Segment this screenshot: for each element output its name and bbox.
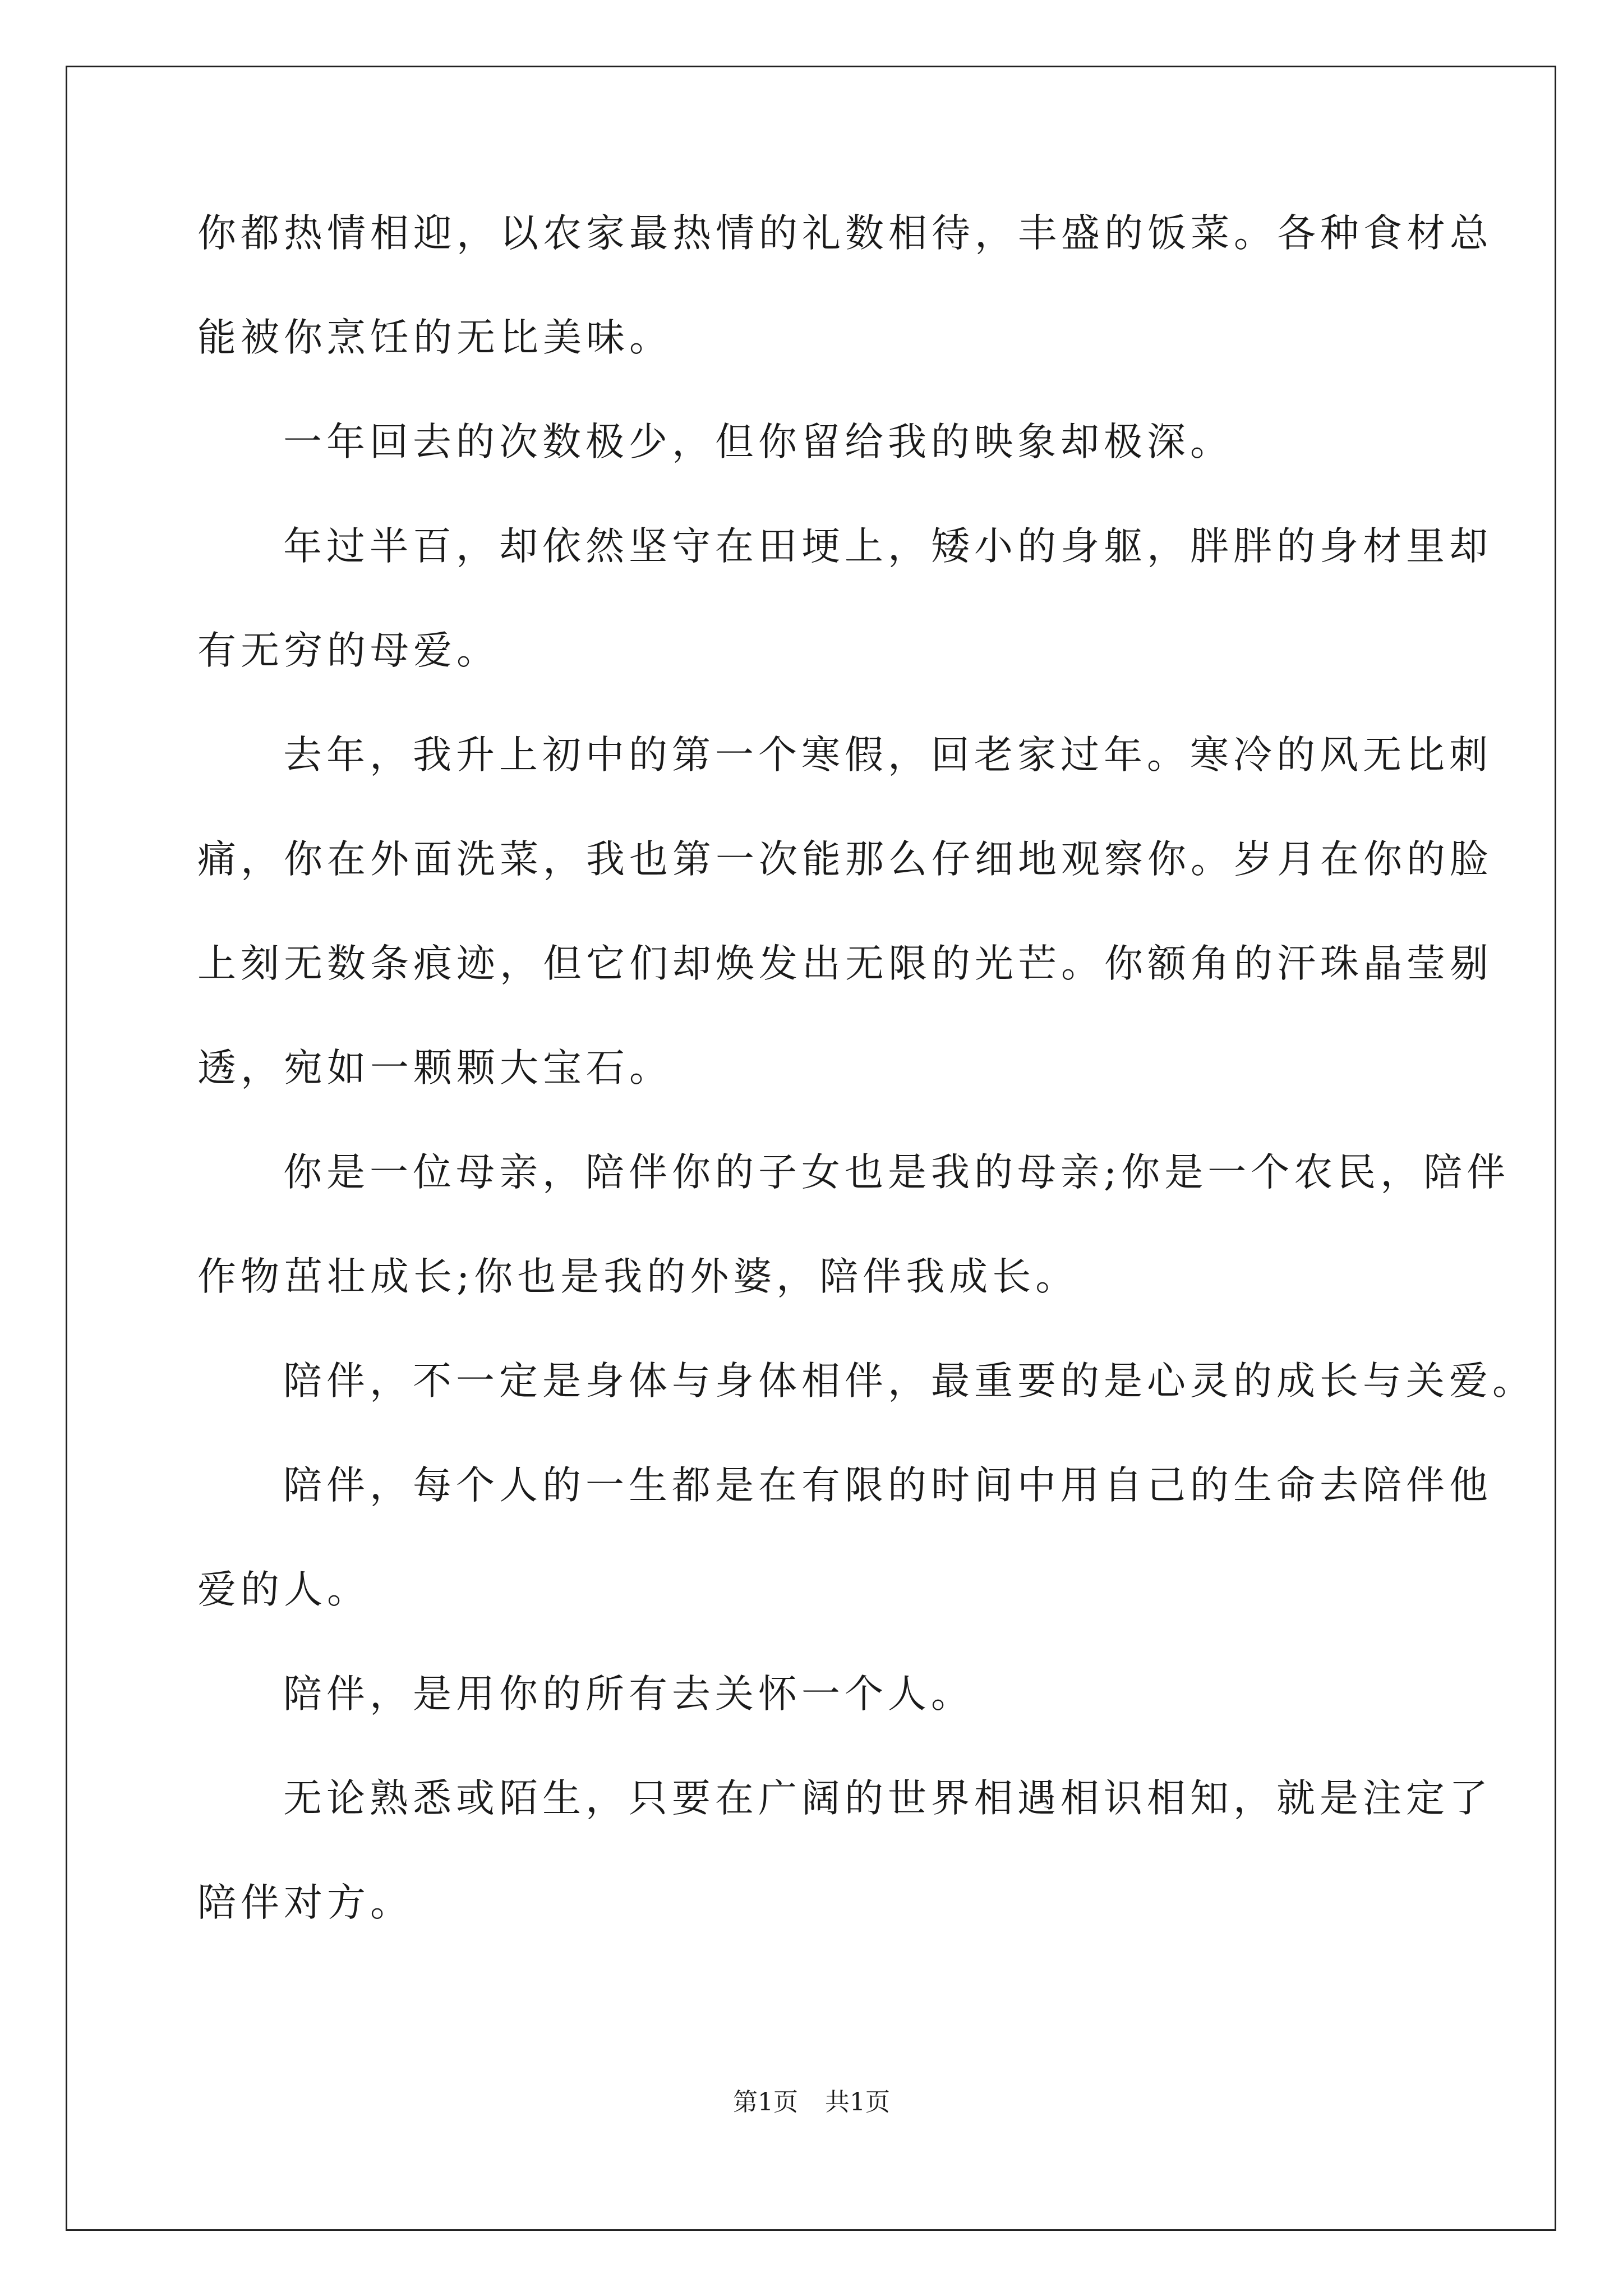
paragraph-6 [197,1355,1536,1407]
paragraph-line: 陪伴对方。 [197,1880,413,1925]
paragraph-4 [197,729,1493,1094]
paragraph-2 [197,416,1431,468]
paragraph-line: 你都热情相迎，以农家最热情的礼数相待，丰盛的饭菜。各种食材总 [197,211,1493,256]
paragraph-line: 有无穷的母爱。 [197,628,500,673]
paragraph-line: 痛，你在外面洗菜，我也第一次能那么仔细地观察你。岁月在你的脸 [197,837,1493,882]
paragraph-9 [197,1773,1492,1929]
paragraph-line: 上刻无数条痕迹，但它们却焕发出无限的光芒。你额角的汗珠晶莹剔 [197,941,1493,986]
paragraph-line: 年过半百，却依然坚守在田埂上，矮小的身躯，胖胖的身材里却 [283,524,1492,569]
paragraph-line: 一年回去的次数极少，但你留给我的映象却极深。 [283,420,1233,464]
paragraph-8 [197,1668,1431,1720]
paragraph-7 [197,1460,1492,1616]
page-footer [0,2086,1623,2119]
paragraph-line: 去年，我升上初中的第一个寒假，回老家过年。寒冷的风无比刺 [283,733,1492,777]
paragraph-line: 透，宛如一颗颗大宝石。 [197,1046,672,1091]
paragraph-line: 能被你烹饪的无比美味。 [197,315,672,360]
paragraph-1 [197,208,1493,364]
page-total: 共1页 [825,2088,890,2116]
paragraph-line: 陪伴，不一定是身体与身体相伴，最重要的是心灵的成长与关爱。 [283,1359,1536,1404]
paragraph-line: 你是一位母亲，陪伴你的子女也是我的母亲;你是一个农民，陪伴 [283,1150,1510,1195]
paragraph-line: 陪伴，每个人的一生都是在有限的时间中用自己的生命去陪伴他 [283,1463,1492,1508]
paragraph-line: 无论熟悉或陌生，只要在广阔的世界相遇相识相知，就是注定了 [283,1776,1492,1821]
paragraph-5 [197,1147,1510,1303]
page-number: 第1页 [733,2088,798,2116]
paragraph-line: 爱的人。 [197,1567,370,1612]
paragraph-3 [197,521,1492,677]
paragraph-line: 陪伴，是用你的所有去关怀一个人。 [283,1672,974,1717]
document-body [197,208,1536,1981]
paragraph-line: 作物茁壮成长;你也是我的外婆，陪伴我成长。 [197,1254,1079,1299]
